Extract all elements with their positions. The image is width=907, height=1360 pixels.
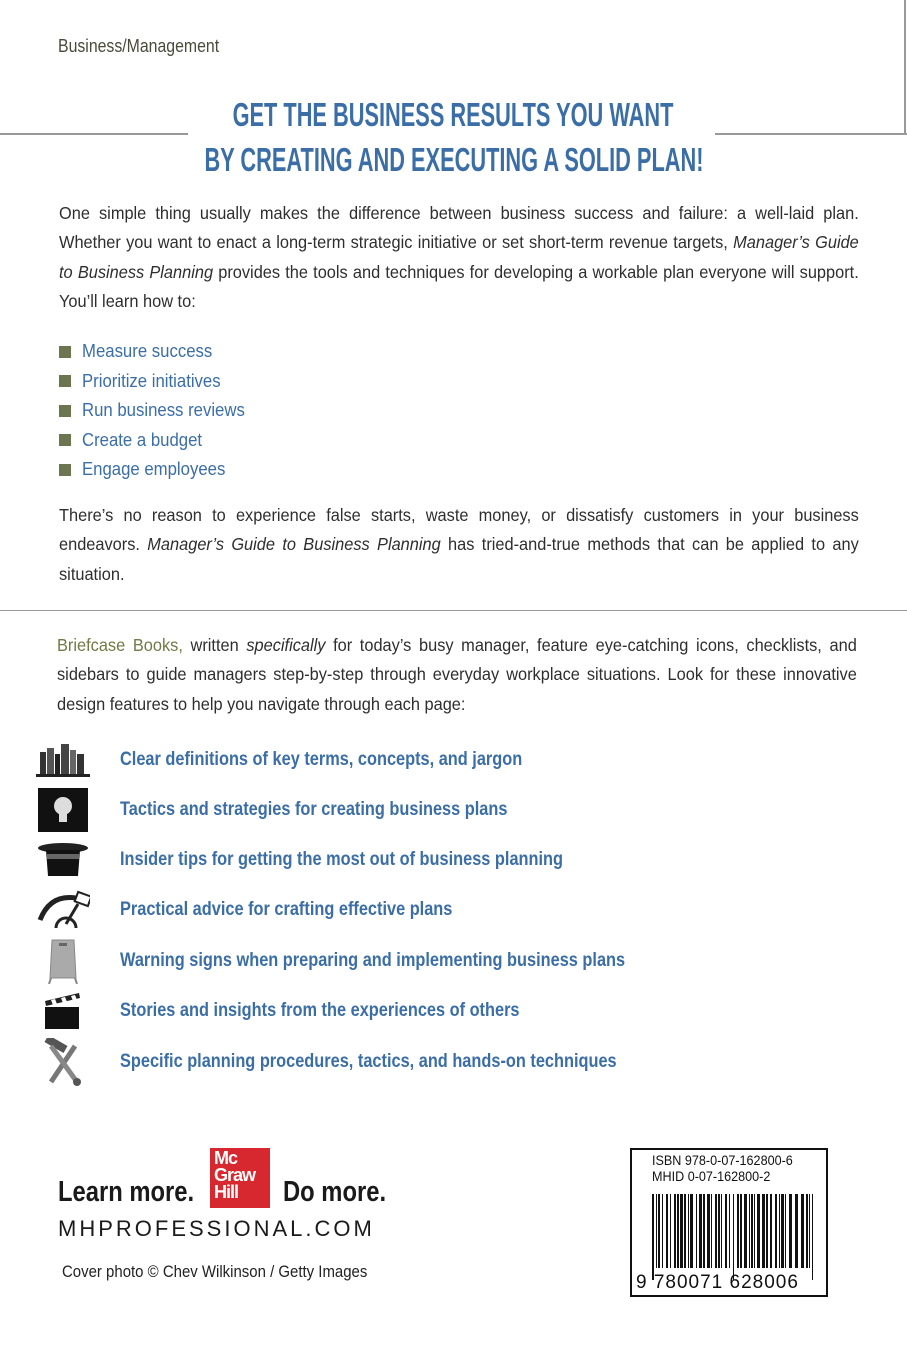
barcode-bar: [725, 1194, 727, 1268]
barcode-bar: [656, 1194, 657, 1268]
barcode-digits: 9 780071 628006: [636, 1272, 799, 1293]
publisher-website[interactable]: MHPROFESSIONAL.COM: [58, 1216, 375, 1241]
headline-line-1: GET THE BUSINESS RESULTS YOU WANT: [233, 96, 674, 133]
mcgraw-hill-logo: Mc Graw Hill: [210, 1148, 270, 1208]
barcode-bar: [721, 1194, 722, 1268]
barcode-bar: [711, 1194, 712, 1268]
feature-item: Clear definitions of key terms, concepts, and jargon: [36, 736, 836, 784]
barcode-bar: [699, 1194, 702, 1268]
bullet-square-icon: [59, 434, 71, 446]
feature-item: Specific planning procedures, tactics, and hands-on techniques: [36, 1038, 836, 1086]
barcode-bar: [680, 1194, 683, 1268]
barcode-bar: [662, 1194, 663, 1268]
barcode-bar: [751, 1194, 753, 1268]
feature-item: Tactics and strategies for creating business plans: [36, 786, 836, 834]
bullet-square-icon: [59, 405, 71, 417]
clapperboard-icon: [36, 987, 90, 1035]
category-label: Business/Management: [58, 36, 220, 56]
bullet-square-icon: [59, 375, 71, 387]
tools-icon: [36, 1038, 90, 1086]
barcode-bar: [677, 1194, 679, 1268]
barcode-bar: [744, 1194, 747, 1268]
barcode-bar: [801, 1194, 804, 1268]
barcode-bar: [718, 1194, 720, 1268]
bullet-list: [59, 337, 257, 485]
barcode-bar: [785, 1194, 786, 1268]
barcode-bar: [684, 1194, 686, 1268]
list-item: Create a budget: [59, 426, 257, 456]
tagline-do-more: Do more.: [283, 1176, 387, 1208]
barcode-bar: [775, 1194, 777, 1268]
barcode-bar: [715, 1194, 717, 1268]
isbn-barcode: [630, 1148, 828, 1297]
headline-line-2: BY CREATING AND EXECUTING A SOLID PLAN!: [204, 141, 703, 178]
barcode-bar: [733, 1194, 734, 1280]
barcode-bar: [652, 1194, 654, 1280]
barcode-bar: [740, 1194, 742, 1268]
barcode-bar: [779, 1194, 780, 1268]
barcode-bar: [806, 1194, 808, 1268]
feature-item: Insider tips for getting the most out of business planning: [36, 836, 836, 884]
feature-item: Stories and insights from the experiences of others: [36, 987, 836, 1035]
list-item: Engage employees: [59, 455, 257, 485]
closing-paragraph: There’s no reason to experience false starts, waste money, or dissatisfy customers in your business endeavors. Manager’s Guide to Business Planning has tried-and-true methods that can be applied to any situation.: [59, 505, 859, 584]
warning-sign-icon: [36, 937, 90, 985]
list-item: Measure success: [59, 337, 257, 367]
bullet-square-icon: [59, 346, 71, 358]
barcode-bar: [658, 1194, 660, 1268]
barcode-bar: [770, 1194, 772, 1268]
section-divider: [0, 610, 907, 611]
barcode-bar: [812, 1194, 813, 1280]
briefcase-paragraph: Briefcase Books, written specifically for today’s busy manager, feature eye-catching icons, checklists, and sidebars to guide managers step-by-step through everyday workplace situations. Look for these innovative design features to help you navigate through each page:: [57, 635, 857, 714]
top-hat-icon: [36, 836, 90, 884]
barcode-bar: [688, 1194, 689, 1268]
barcode-bar: [729, 1194, 730, 1268]
barcode-bar: [690, 1194, 693, 1268]
barcode-bar: [762, 1194, 765, 1268]
barcode-bar: [809, 1194, 810, 1268]
isbn-text: ISBN 978-0-07-162800-6: [652, 1152, 793, 1168]
tagline-learn-more: Learn more.: [58, 1176, 195, 1208]
barcode-bar: [670, 1194, 671, 1268]
feature-item: Warning signs when preparing and implementing business plans: [36, 937, 836, 985]
barcode-bar: [754, 1194, 755, 1268]
intro-paragraph: One simple thing usually makes the difference between business success and failure: a well-laid plan. Whether you want to enact a long-term strategic initiative or set short-term revenue targets, Manager’s Guide to Business Planning provides the tools and techniques for developing a workable plan everyone will support. You’ll learn how to:: [59, 203, 859, 312]
lightbulb-head-icon: [36, 786, 90, 834]
barcode-bar: [703, 1194, 705, 1268]
mhid-text: MHID 0-07-162800-2: [652, 1168, 771, 1184]
bullet-square-icon: [59, 464, 71, 476]
barcode-bar: [666, 1194, 668, 1268]
barcode-bar: [757, 1194, 760, 1268]
barcode-bar: [789, 1194, 792, 1268]
barcode-bar: [674, 1194, 676, 1268]
list-item: Run business reviews: [59, 396, 257, 426]
list-item: Prioritize initiatives: [59, 367, 257, 397]
barcode-bar: [795, 1194, 798, 1268]
barcode-bar: [766, 1194, 768, 1268]
barcode-bars: [652, 1194, 816, 1280]
barcode-bar: [696, 1194, 697, 1268]
feature-item: Practical advice for crafting effective plans: [36, 886, 836, 934]
books-icon: [36, 736, 90, 784]
barcode-bar: [737, 1194, 739, 1268]
cover-photo-credit: Cover photo © Chev Wilkinson / Getty Images: [62, 1262, 368, 1281]
barcode-bar: [781, 1194, 784, 1268]
barcode-bar: [749, 1194, 750, 1268]
mistake-proofing-icon: [36, 886, 90, 934]
barcode-bar: [707, 1194, 710, 1268]
